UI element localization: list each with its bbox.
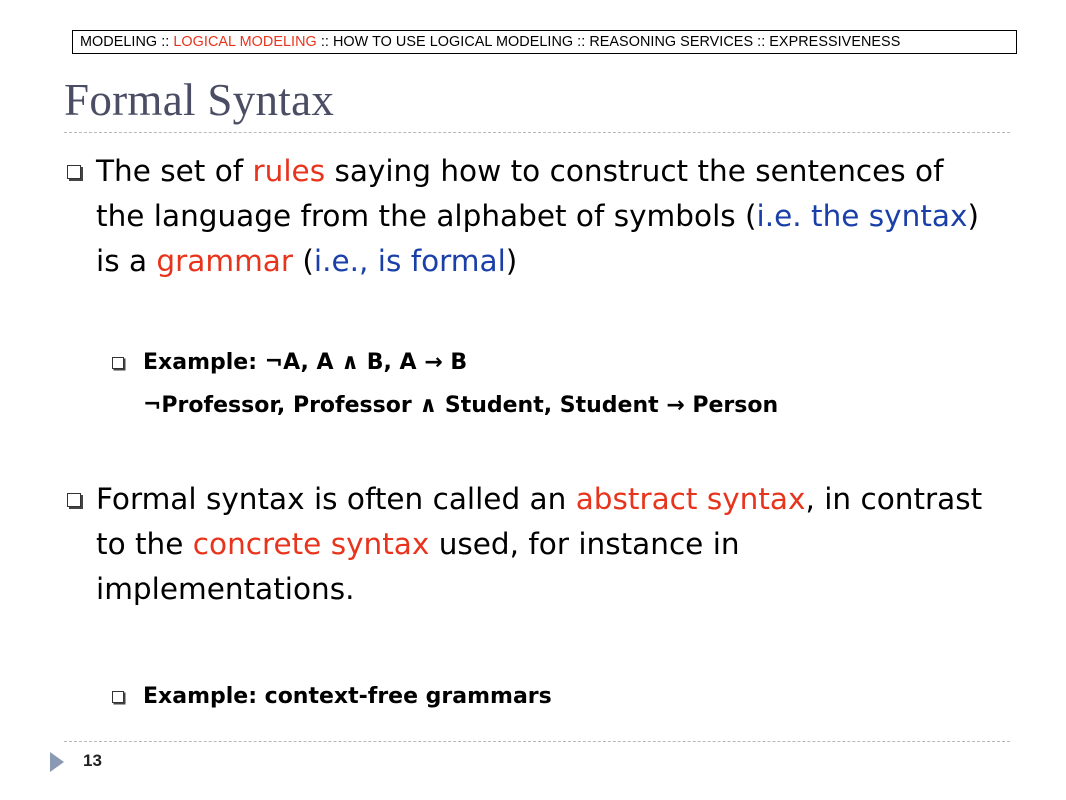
example-line-grammars: Example: context-free grammars	[143, 684, 552, 709]
square-bullet-icon	[67, 165, 81, 179]
bullet-abstract-syntax	[64, 477, 994, 612]
footer-divider	[64, 741, 1010, 742]
breadcrumb-item-logical-modeling[interactable]: LOGICAL MODELING	[173, 34, 317, 50]
slide-title: Formal Syntax	[64, 75, 335, 125]
triangle-right-icon	[50, 752, 64, 772]
sub-bullet-example-logic	[112, 341, 778, 427]
square-bullet-icon	[112, 357, 124, 369]
title-divider	[64, 132, 1010, 133]
bullet-text: Formal syntax is often called an abstract syntax, in contrast to the concrete syntax used, for instance in implementations.	[96, 482, 983, 606]
square-bullet-icon	[67, 493, 81, 507]
example-line-2: ¬Professor, Professor ∧ Student, Student → Person	[143, 393, 779, 418]
page-number: 13	[83, 751, 102, 770]
bullet-text: The set of rules saying how to construct the sentences of the language from the alphabet of symbols (i.e. the syntax) is a grammar (i.e., is formal)	[96, 154, 979, 278]
breadcrumb-item-rest[interactable]: :: HOW TO USE LOGICAL MODELING :: REASONING SERVICES :: EXPRESSIVENESS	[316, 34, 901, 50]
breadcrumb	[72, 30, 1017, 54]
breadcrumb-item-modeling[interactable]: MODELING ::	[80, 34, 174, 50]
square-bullet-icon	[112, 691, 124, 703]
sub-bullet-example-grammars	[112, 675, 552, 718]
bullet-formal-grammar	[64, 149, 994, 284]
example-line-1: Example: ¬A, A ∧ B, A → B	[143, 350, 468, 375]
